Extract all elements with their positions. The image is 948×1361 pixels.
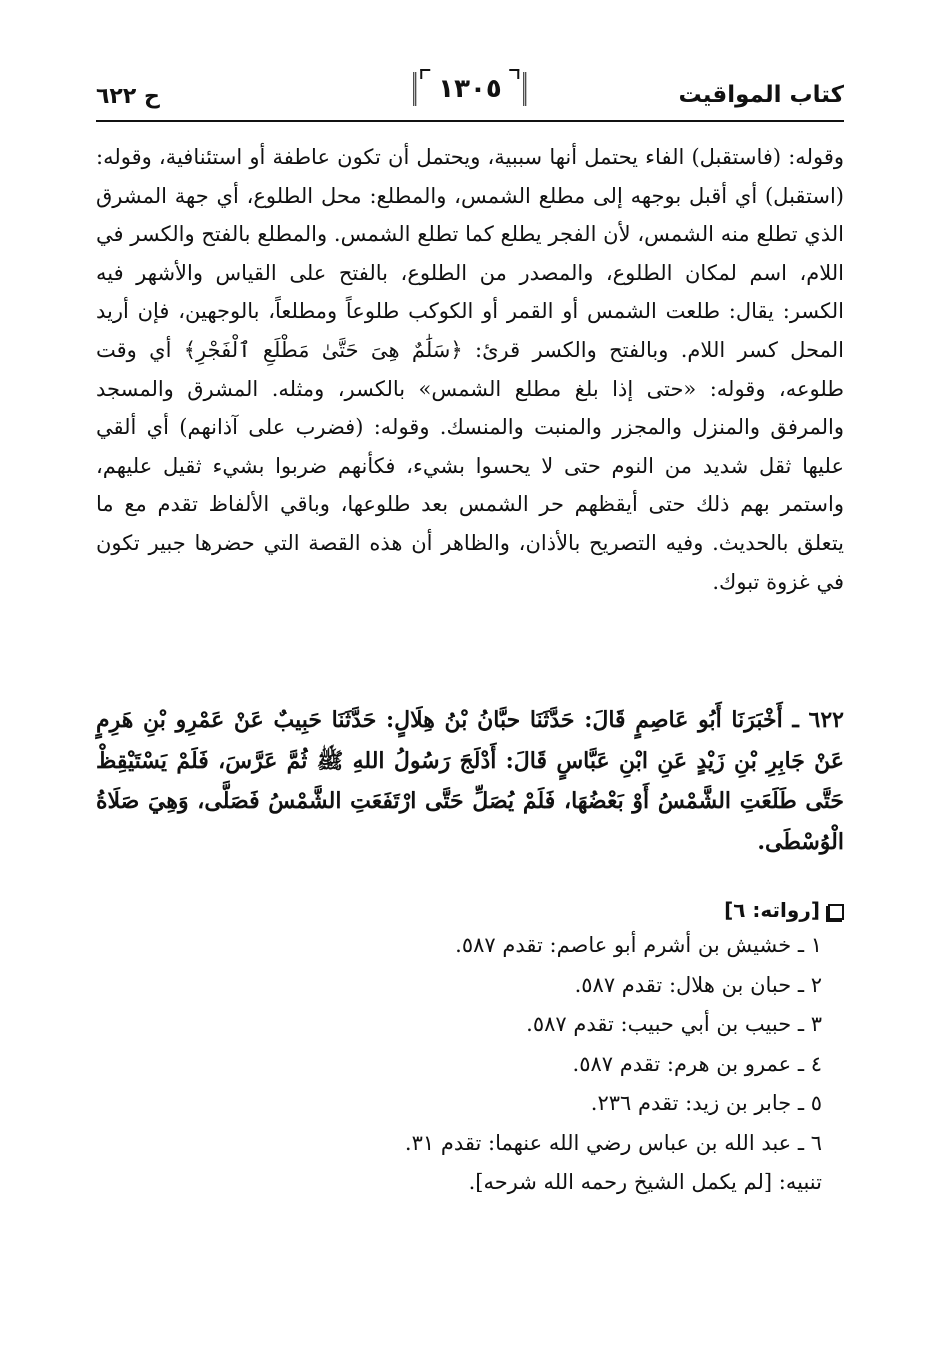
commentary-text xyxy=(96,138,844,601)
square-bullet-icon xyxy=(828,904,844,920)
header-divider xyxy=(96,120,844,122)
narrators-heading xyxy=(96,898,844,922)
hadith-text xyxy=(96,700,844,862)
narrators-list xyxy=(96,926,844,1163)
hadith-paragraph: ٦٢٢ ـ أَخْبَرَنَا أَبُو عَاصِمٍ قَالَ: حَدَّثَنَا حبَّانُ بْنُ هِلَالٍ: حَدَّثَنَا حَبِيبٌ عَنْ عَمْرِو بْنِ هَرِمٍ عَنْ جَابِرِ بْنِ زَيْدٍ عَنِ ابْنِ عَبَّاسٍ قَالَ: أَدْلَجَ رَسُولُ اللهِ ﷺ ثُمَّ عَرَّسَ، فَلَمْ يَسْتَيْقِظْ حَتَّى طَلَعَتِ الشَّمْسُ أَوْ بَعْضُهَا، فَلَمْ يُصَلِّ حَتَّى ارْتَفَعَتِ الشَّمْسُ فَصَلَّى، وَهِيَ صَلَاةُ الْوُسْطَى. xyxy=(96,707,844,855)
page-number: ١٣٠٥ xyxy=(413,72,526,106)
book-title: كتاب المواقيت xyxy=(678,82,844,108)
page-header xyxy=(96,68,844,118)
editor-note: تنبيه: [لم يكمل الشيخ رحمه الله شرحه]. xyxy=(468,1170,822,1194)
narrators-section xyxy=(96,898,844,1203)
narrator-item: ٣ ـ حبيب بن أبي حبيب: تقدم ٥٨٧. xyxy=(526,1012,822,1036)
narrator-item: ٢ ـ حبان بن هلال: تقدم ٥٨٧. xyxy=(574,972,822,997)
narrators-heading-label: [رواته: ٦] xyxy=(724,898,820,922)
narrator-item: ٤ ـ عمرو بن هرم: تقدم ٥٨٧. xyxy=(572,1051,822,1076)
narrator-item: ٥ ـ جابر بن زيد: تقدم ٢٣٦. xyxy=(590,1091,822,1115)
hadith-reference: ح ٦٢٢ xyxy=(96,84,160,109)
narrator-item: ١ ـ خشيش بن أشرم أبو عاصم: تقدم ٥٨٧. xyxy=(455,933,822,957)
commentary-paragraph: وقوله: (فاستقبل) الفاء يحتمل أنها سببية، ويحتمل أن تكون عاطفة أو استئنافية، وقوله: (استقبل) أي أقبل بوجهه إلى مطلع الشمس، والمطلع: محل الطلوع، أي جهة المشرق الذي تطلع منه الشمس، لأن الفجر يطلع كما تطلع الشمس. والمطلع بالفتح والكسر في اللام، اسم لمكان الطلوع، والمصدر من الطلوع، بالفتح على القياس والأشهر فيه الكسر: يقال: طلعت الشمس أو القمر أو الكوكب طلوعاً ومطلعاً، بالوجهين، فإن أريد المحل كسر اللام. وبالفتح والكسر قرئ: ﴿سَلَٰمٌ هِىَ حَتَّىٰ مَطْلَعِ ٱلْفَجْرِ﴾ أي وقت طلوعه، وقوله: «حتى إذا بلغ مطلع الشمس» بالكسر، ومثله. المشرق والمسجد والمرفق والمنزل والمجزر والمنبت والمنسك. وقوله: (فضرب على آذانهم) أي ألقي عليها ثقل شديد من النوم حتى لا يحسوا بشيء، فكأنهم ضربوا بشيء ثقيل عليهم، واستمر بهم ذلك حتى أيقظهم حر الشمس بعد طلوعها، وباقي الألفاظ تقدم مع ما يتعلق بالحديث. وفيه التصريح بالأذان، والظاهر أن هذه القصة التي حضرها جبير تكون في غزوة تبوك. xyxy=(96,145,844,594)
narrator-item: ٦ ـ عبد الله بن عباس رضي الله عنهما: تقدم ٣١. xyxy=(404,1130,822,1155)
